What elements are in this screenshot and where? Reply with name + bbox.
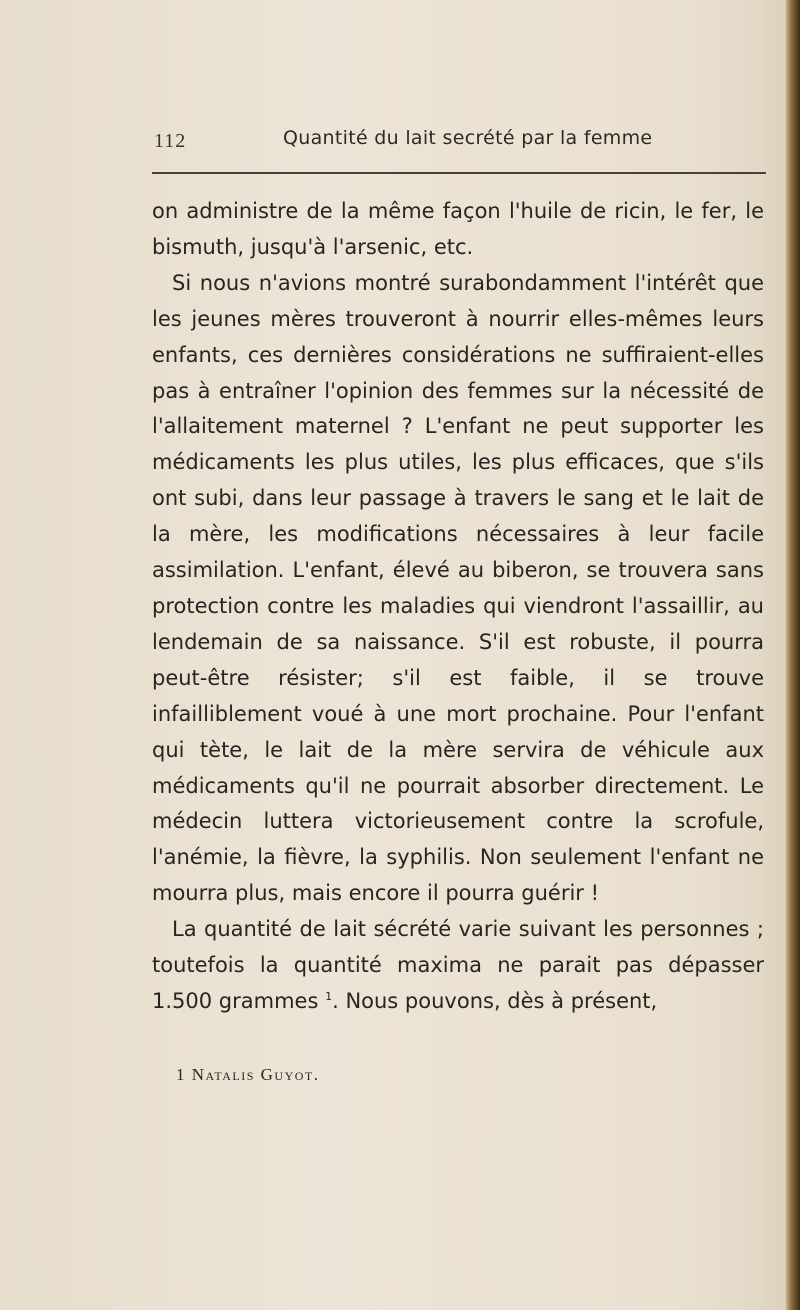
paragraph-1: on administre de la même façon l'huile de ricin, le fer, le bismuth, jusqu'à l'arsenic, etc. xyxy=(152,199,764,259)
footnote-text: Natalis Guyot. xyxy=(191,1065,320,1084)
footnote-reference: 1 xyxy=(325,989,333,1003)
paragraph-3 xyxy=(152,912,764,1020)
running-title: Quantité du lait secrété par la femme xyxy=(283,127,653,149)
header-rule xyxy=(152,172,766,174)
page-number: 112 xyxy=(154,130,187,152)
paragraph-3-continuation: . Nous pouvons, dès à présent, xyxy=(332,988,658,1013)
book-spine-edge xyxy=(786,0,800,1310)
paragraph-3-text: La quantité de lait sécrété varie suivant les personnes ; toutefois la quantité maxima ne parait pas dépasser 1.500 grammes xyxy=(152,917,764,1013)
paragraph-2: Si nous n'avions montré surabondamment l'intérêt que les jeunes mères trouveront à nourrir elles-mêmes leurs enfants, ces dernières considérations ne suffiraient-elles pas à entraîner l'opinion des femmes sur la nécessité de l'allaitement maternel ? L'enfant ne peut supporter les médicaments les plus utiles, les plus efficaces, que s'ils ont subi, dans leur passage à travers le sang et le lait de la mère, les modifications nécessaires à leur facile assimilation. L'enfant, élevé au biberon, se trouvera sans protection contre les maladies qui viendront l'assaillir, au lendemain de sa naissance. S'il est robuste, il pourra peut-être résister; s'il est faible, il se trouve infailliblement voué à une mort prochaine. Pour l'enfant qui tète, le lait de la mère servira de véhicule aux médicaments qu'il ne pourrait absorber directement. Le médecin luttera victorieusement contre la scrofule, l'anémie, la fièvre, la syphilis. Non seulement l'enfant ne mourra plus, mais encore il pourra guérir ! xyxy=(152,270,764,906)
footnote xyxy=(176,1065,320,1085)
footnote-marker: 1 xyxy=(176,1065,186,1084)
main-text xyxy=(152,194,764,1020)
